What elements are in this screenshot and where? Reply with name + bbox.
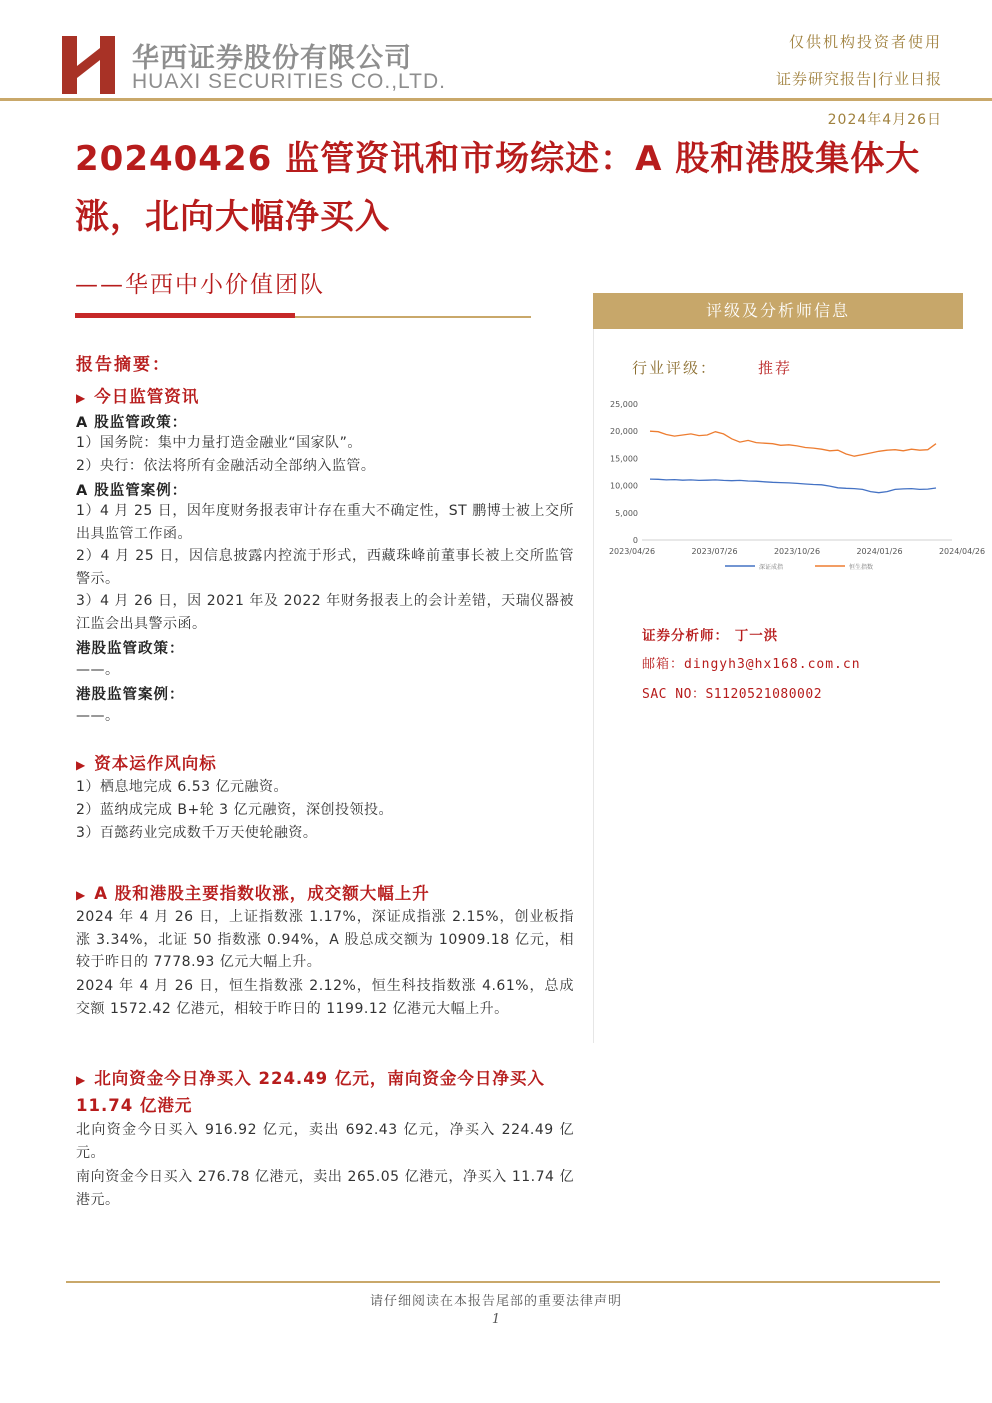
analyst-name: 证券分析师： 丁一洪 (642, 628, 779, 644)
footer-disclaimer: 请仔细阅读在本报告尾部的重要法律声明 (369, 1294, 622, 1309)
rating-label: 行业评级： (632, 359, 718, 377)
company-name-cn: 华西证券股份有限公司 (132, 43, 412, 74)
title-underline-gold (295, 316, 531, 318)
legend-label: 深证成指 (759, 564, 784, 571)
rating-value: 推荐 (758, 359, 793, 377)
x-tick-label: 2024/04/26 (938, 547, 986, 556)
audience-note: 仅供机构投资者使用 (788, 33, 942, 51)
a-policy-title: A 股监管政策： (76, 415, 188, 431)
report-date: 2024年4月26日 (827, 112, 942, 128)
section-capital-title: ▶ 资本运作风向标 (76, 754, 217, 773)
hk-policy-body: ——。 (76, 662, 120, 678)
section-regulation-title: ▶ 今日监管资讯 (76, 387, 200, 406)
series-line-1 (650, 431, 936, 456)
x-tick-label: 2023/04/26 (608, 547, 656, 556)
a-policy-item-2: 2）央行：依法将所有金融活动全部纳入监管。 (76, 458, 376, 474)
footer-divider (66, 1281, 940, 1283)
team-name: ——华西中小价值团队 (75, 272, 325, 298)
flows-para-2: 南向资金今日买入 276.78 亿港元，卖出 265.05 亿港元，净买入 11.74 亿港元。 (76, 1169, 574, 1208)
a-case-item-3: 3）4 月 26 日，因 2021 年及 2022 年财务报表上的会计差错，天瑞仪器被江监会出具警示函。 (76, 593, 574, 632)
capital-item-2: 2）蓝纳成完成 B+轮 3 亿元融资，深创投领投。 (76, 802, 393, 818)
triangle-icon: ▶ (76, 888, 87, 902)
x-tick-label: 2023/07/26 (691, 547, 738, 556)
analyst-email: 邮箱：dingyh3@hx168.com.cn (642, 657, 861, 672)
section-flows-title: ▶ 北向资金今日净买入 224.49 亿元，南向资金今日净买入 11.74 亿港元 (76, 1069, 545, 1115)
hk-policy-title: 港股监管政策： (76, 641, 185, 657)
triangle-icon: ▶ (76, 391, 87, 405)
panel-header: 评级及分析师信息 (593, 293, 963, 329)
x-tick-label: 2023/10/26 (773, 547, 821, 556)
report-type: 证券研究报告|行业日报 (775, 70, 942, 88)
analyst-sac-number: SAC NO：S1120521080002 (642, 687, 823, 702)
x-tick-label: 2024/01/26 (856, 547, 903, 556)
capital-item-3: 3）百懿药业完成数千万天使轮融资。 (76, 825, 318, 841)
company-name-en: HUAXI SECURITIES CO.,LTD. (132, 70, 446, 93)
hk-case-title: 港股监管案例： (76, 687, 185, 703)
a-case-item-1: 1）4 月 25 日，因年度财务报表审计存在重大不确定性，ST 鹏博士被上交所出具监管工作函。 (76, 503, 574, 542)
triangle-icon: ▶ (76, 758, 87, 772)
legend-label: 恒生指数 (849, 564, 874, 571)
y-tick-label: 10,000 (610, 481, 638, 491)
title-underline-red (75, 313, 295, 318)
abstract-label: 报告摘要： (76, 355, 171, 375)
index-line-chart (600, 390, 986, 605)
header-divider (0, 98, 992, 101)
market-para-1: 2024 年 4 月 26 日，上证指数涨 1.17%，深证成指涨 2.15%，创业板指涨 3.34%，北证 50 指数涨 0.94%，A 股总成交额为 10909.18 亿元，相较于昨日的 7778.93 亿元大幅上升。 (76, 909, 574, 970)
y-tick-label: 25,000 (610, 400, 638, 409)
a-case-title: A 股监管案例： (76, 483, 188, 499)
series-line-0 (650, 479, 936, 493)
capital-item-1: 1）栖息地完成 6.53 亿元融资。 (76, 779, 288, 795)
a-case-item-2: 2）4 月 25 日，因信息披露内控流于形式，西藏珠峰前董事长被上交所监管警示。 (76, 548, 574, 587)
huaxi-logo-icon (62, 36, 116, 94)
hk-case-body: ——。 (76, 708, 120, 724)
report-title: 20240426 监管资讯和市场综述：A 股和港股集体大涨，北向大幅净买入 (75, 139, 921, 237)
y-tick-label: 15,000 (610, 454, 638, 464)
flows-para-1: 北向资金今日买入 916.92 亿元，卖出 692.43 亿元，净买入 224.49 亿元。 (76, 1122, 574, 1161)
market-para-2: 2024 年 4 月 26 日，恒生指数涨 2.12%，恒生科技指数涨 4.61%，总成交额 1572.42 亿港元，相较于昨日的 1199.12 亿港元大幅上升。 (76, 978, 574, 1017)
y-tick-label: 0 (632, 536, 638, 545)
y-tick-label: 20,000 (610, 427, 638, 437)
triangle-icon: ▶ (76, 1073, 87, 1087)
section-market-title: ▶ A 股和港股主要指数收涨，成交额大幅上升 (76, 884, 430, 903)
y-tick-label: 5,000 (615, 508, 638, 518)
a-policy-item-1: 1）国务院：集中力量打造金融业“国家队”。 (76, 435, 362, 451)
page-number: 1 (491, 1312, 501, 1327)
